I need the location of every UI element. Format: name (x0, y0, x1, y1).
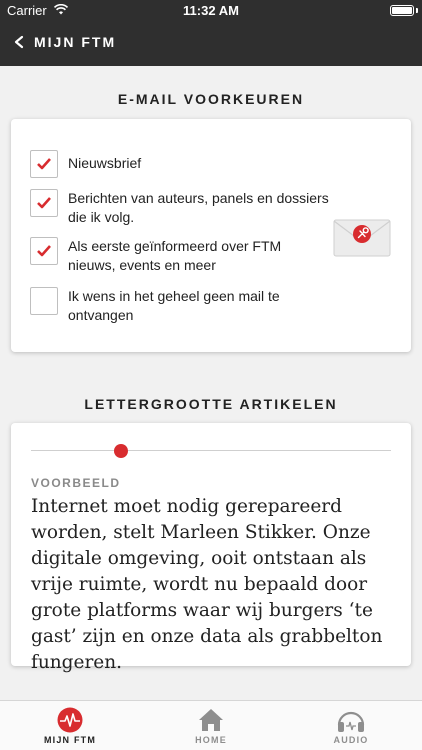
heartbeat-icon (57, 707, 83, 733)
back-label: MIJN FTM (34, 34, 117, 50)
option-label: Berichten van auteurs, panels en dossiers die ik volg. (68, 190, 329, 225)
tab-home[interactable] (166, 707, 256, 745)
font-size-slider[interactable] (31, 444, 391, 458)
checkbox[interactable] (30, 150, 58, 178)
sample-label: VOORBEELD (31, 476, 121, 490)
option-berichten[interactable] (30, 189, 330, 227)
status-time: 11:32 AM (183, 3, 239, 18)
option-nieuwsbrief[interactable] (30, 150, 330, 178)
option-als-eerste[interactable] (30, 237, 330, 275)
tab-audio[interactable] (306, 707, 396, 745)
house-icon (198, 707, 224, 733)
chevron-left-icon (12, 32, 26, 52)
status-bar (0, 0, 422, 22)
headphones-icon (336, 707, 366, 733)
option-label: Ik wens in het geheel geen mail te ontvangen (68, 288, 280, 323)
checkbox[interactable] (30, 237, 58, 265)
tab-label: MIJN FTM (43, 735, 97, 745)
envelope-icon (333, 214, 391, 258)
carrier-label: Carrier (7, 3, 47, 18)
email-section-title: E-MAIL VOORKEUREN (117, 91, 305, 107)
back-button[interactable] (12, 32, 116, 52)
checkmark-icon (36, 244, 52, 258)
checkmark-icon (36, 157, 52, 171)
nav-bar (0, 22, 422, 66)
tab-label: AUDIO (333, 735, 369, 745)
checkmark-icon (36, 196, 52, 210)
tab-mijn-ftm[interactable] (25, 707, 115, 745)
option-geen-mail[interactable] (30, 287, 330, 325)
option-label: Nieuwsbrief (68, 155, 142, 171)
top-bar (0, 0, 422, 66)
tab-bar (0, 700, 422, 750)
font-size-card (11, 423, 411, 673)
battery-icon (390, 5, 414, 16)
option-label: Als eerste geïnformeerd over FTM nieuws, events en meer (68, 238, 282, 273)
sample-text: Internet moet nodig gerepareerd worden, stelt Marleen Stikker. Onze digitale omgeving, ooit ontstaan als vrije ruimte, wordt nu bepaald door grote platforms waar wij burgers ‘te gast’ zijn en onze data als grabbelton fungeren. (31, 496, 383, 673)
slider-track (31, 450, 391, 451)
tab-label: HOME (195, 735, 227, 745)
checkbox[interactable] (30, 189, 58, 217)
email-preferences-card (11, 119, 411, 352)
font-size-section-title: LETTERGROOTTE ARTIKELEN (84, 396, 338, 412)
slider-thumb[interactable] (114, 444, 128, 458)
checkbox[interactable] (30, 287, 58, 315)
battery-tip (416, 8, 418, 13)
